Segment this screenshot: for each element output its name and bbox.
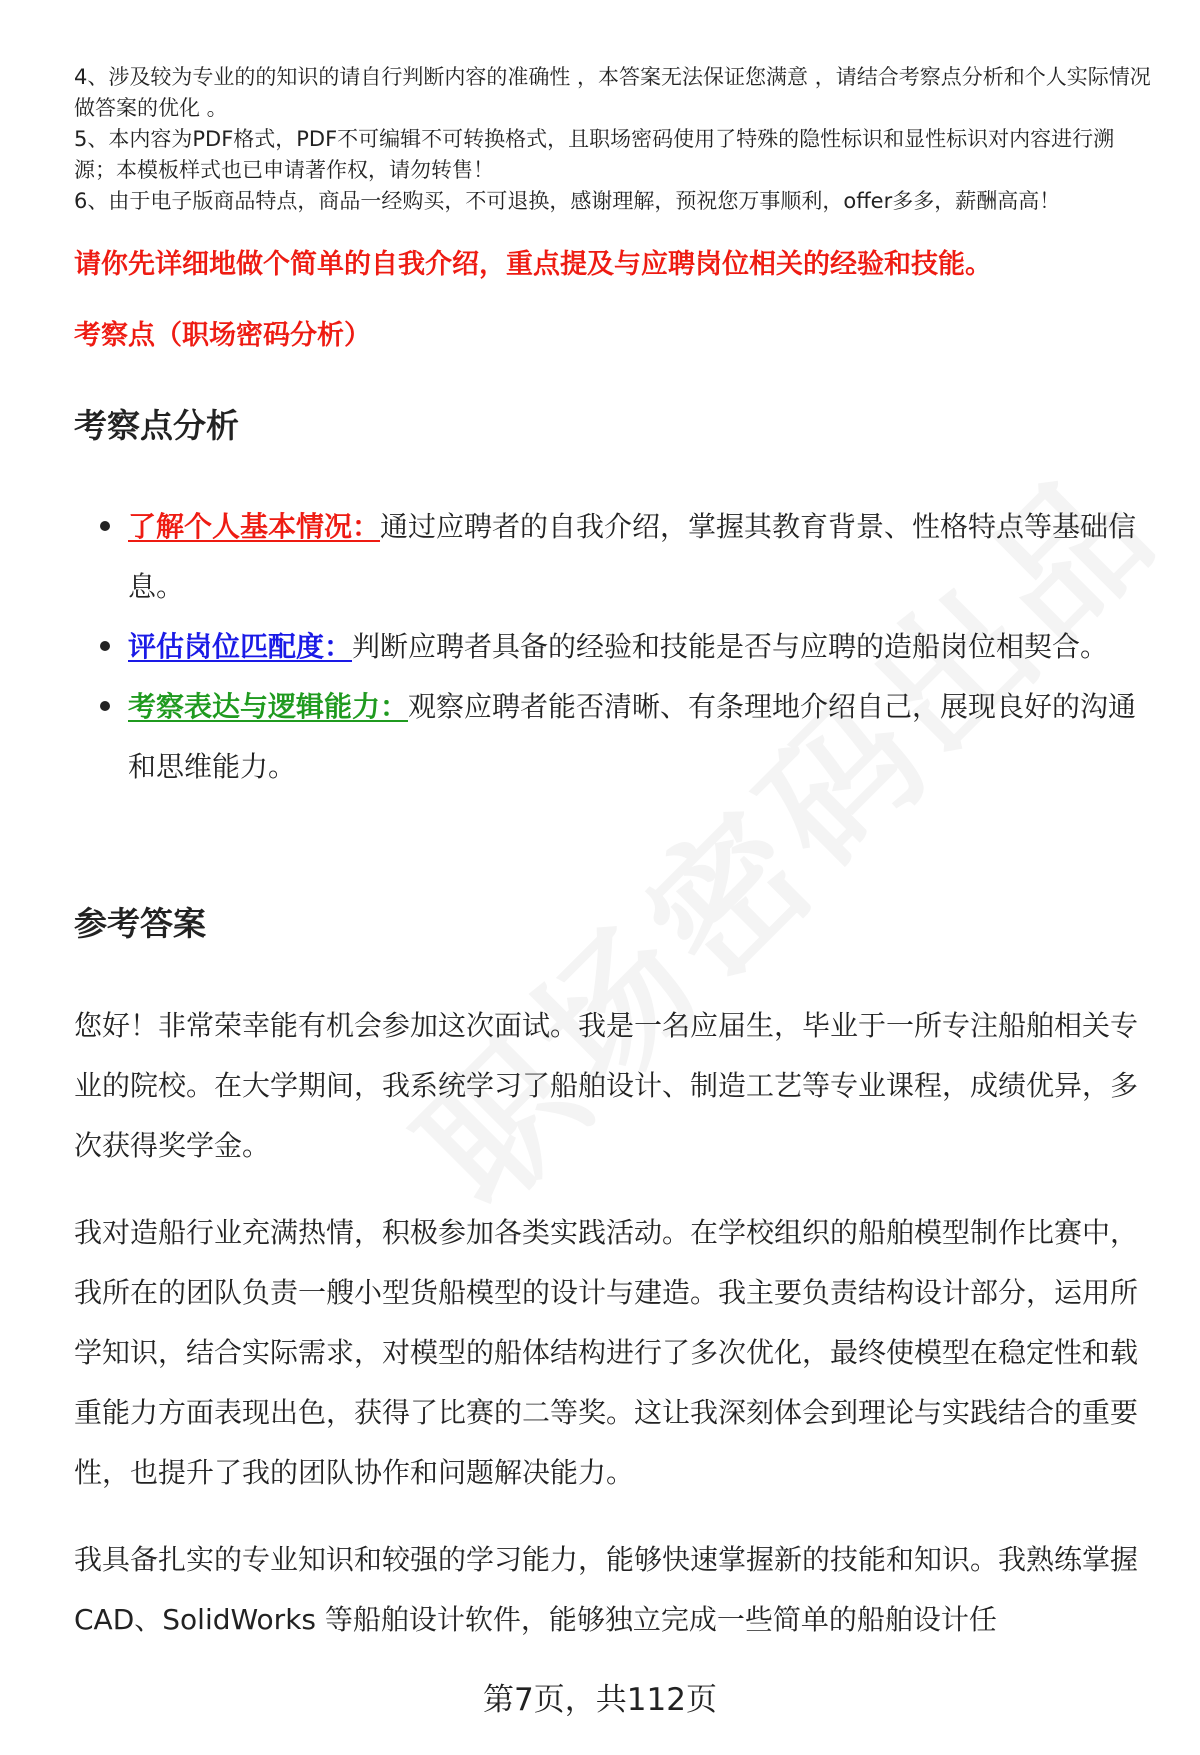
- answer-paragraph: 我具备扎实的专业知识和较强的学习能力，能够快速掌握新的技能和知识。我熟练掌握 CAD、SolidWorks 等船舶设计软件，能够独立完成一些简单的船舶设计任: [74, 1543, 1139, 1636]
- analysis-item-text: 判断应聘者具备的经验和技能是否与应聘的造船岗位相契合。: [352, 630, 1109, 663]
- notes-block: [74, 62, 1154, 217]
- analysis-item-key: 考察表达与逻辑能力：: [128, 690, 409, 723]
- analysis-item-key: 评估岗位匹配度：: [128, 630, 353, 663]
- page-number: 第7页，共112页: [483, 1682, 717, 1718]
- analysis-item-text: 通过应聘者的自我介绍，掌握其教育背景、性格特点等基础信息。: [128, 510, 1137, 603]
- note-6: 6、由于电子版商品特点，商品一经购买，不可退换，感谢理解，预祝您万事顺利，offer多多，薪酬高高！: [74, 189, 1061, 213]
- kcd-label: 考察点（职场密码分析）: [74, 320, 371, 351]
- answer-paragraph: 您好！非常荣幸能有机会参加这次面试。我是一名应届生，毕业于一所专注船舶相关专业的院校。在大学期间，我系统学习了船舶设计、制造工艺等专业课程，成绩优异，多次获得奖学金。: [74, 1009, 1139, 1162]
- analysis-item: [74, 497, 1154, 617]
- note-4: 4、涉及较为专业的的知识的请自行判断内容的准确性 ，本答案无法保证您满意 ，请结合考察点分析和个人实际情况做答案的优化 。: [74, 65, 1151, 120]
- bullet-dot-icon: [100, 701, 110, 711]
- analysis-item-text: 观察应聘者能否清晰、有条理地介绍自己，展现良好的沟通和思维能力。: [128, 690, 1137, 783]
- bullet-dot-icon: [100, 521, 110, 531]
- analysis-item-key: 了解个人基本情况：: [128, 510, 381, 543]
- answer-body: [74, 996, 1154, 1677]
- analysis-list: [74, 497, 1154, 797]
- analysis-item: [74, 617, 1154, 677]
- note-5: 5、本内容为PDF格式，PDF不可编辑不可转换格式，且职场密码使用了特殊的隐性标识和显性标识对内容进行溯源；本模板样式也已申请著作权，请勿转售！: [74, 127, 1115, 182]
- answer-paragraph: 我对造船行业充满热情，积极参加各类实践活动。在学校组织的船舶模型制作比赛中，我所在的团队负责一艘小型货船模型的设计与建造。我主要负责结构设计部分，运用所学知识，结合实际需求，对模型的船体结构进行了多次优化，最终使模型在稳定性和载重能力方面表现出色，获得了比赛的二等奖。这让我深刻体会到理论与实践结合的重要性，也提升了我的团队协作和问题解决能力。: [74, 1216, 1139, 1489]
- answer-heading: 参考答案: [74, 904, 206, 943]
- bullet-dot-icon: [100, 641, 110, 651]
- interview-question: 请你先详细地做个简单的自我介绍，重点提及与应聘岗位相关的经验和技能。: [74, 249, 992, 280]
- analysis-heading: 考察点分析: [74, 406, 239, 445]
- analysis-item: [74, 677, 1154, 797]
